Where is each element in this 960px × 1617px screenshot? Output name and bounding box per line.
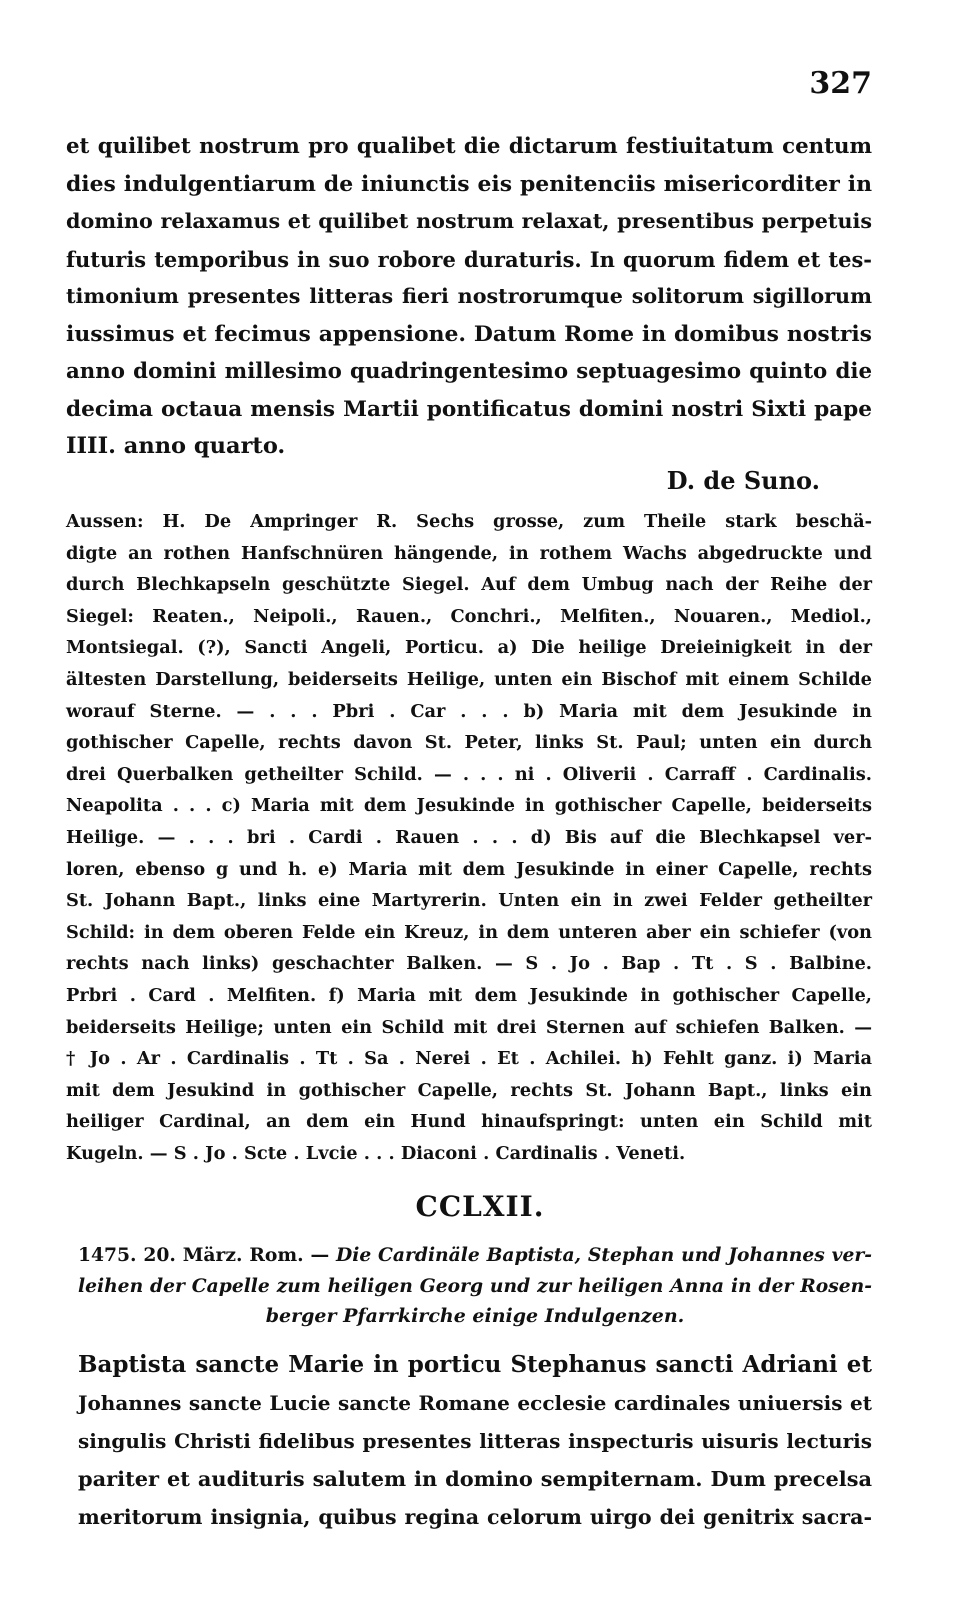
text-line: meritorum insignia, quibus regina celorum uirgo dei genitrix sacra- (78, 1505, 872, 1529)
regest-summary-1: Die Cardinäle Baptista, Stephan und Johannes ver- (336, 1244, 872, 1266)
text-line: iussimus et fecimus appensione. Datum Rome in domibus nostris (66, 320, 872, 347)
regest (78, 1240, 872, 1332)
note-line: durch Blechkapseln geschützte Siegel. Auf dem Umbug nach der Reihe der (66, 574, 872, 596)
note-line: Schild: in dem oberen Felde ein Kreuz, in dem unteren aber ein schiefer (von (66, 921, 872, 943)
note-line: beiderseits Heilige; unten ein Schild mit drei Sternen auf schiefen Balken. — (66, 1016, 872, 1038)
regest-line (78, 1301, 872, 1332)
text-line: futuris temporibus in suo robore duraturis. In quorum fidem et tes- (66, 246, 872, 272)
note-line: Heilige. — . . . bri . Cardi . Rauen . . . d) Bis auf die Blechkapsel ver- (66, 826, 872, 848)
note-line: worauf Sterne. — . . . Pbri . Car . . . b) Maria mit dem Jesukinde in (66, 700, 872, 722)
note-line: Siegel: Reaten., Neipoli., Rauen., Conchri., Melfiten., Nouaren., Mediol., (66, 605, 872, 627)
text-line: anno domini millesimo quadringentesimo septuagesimo quinto die (66, 359, 872, 384)
note-line: loren, ebenso g und h. e) Maria mit dem Jesukinde in einer Capelle, rechts (66, 858, 872, 880)
text-line: dies indulgentiarum de iniunctis eis penitenciis misericorditer in (66, 170, 872, 197)
signature: D. de Suno. (666, 466, 820, 495)
note-line: ältesten Darstellung, beiderseits Heilige, unten ein Bischof mit einem Schilde (66, 668, 872, 690)
note-line: mit dem Jesukind in gothischer Capelle, rechts St. Johann Bapt., links ein (66, 1079, 872, 1101)
note-line: Kugeln. — S . Jo . Scte . Lvcie . . . Diaconi . Cardinalis . Veneti. (66, 1142, 686, 1164)
text-line: pariter et audituris salutem in domino sempiternam. Dum precelsa (78, 1466, 872, 1491)
latin-paragraph-1 (66, 128, 872, 466)
text-line: IIII. anno quarto. (66, 433, 286, 459)
page-number: 327 (809, 66, 872, 101)
footnote-description (66, 506, 872, 1169)
latin-paragraph-2 (78, 1346, 872, 1536)
section-heading: CCLXII. (415, 1190, 545, 1223)
note-line: gothischer Capelle, rechts davon St. Peter, links St. Paul; unten ein durch (66, 732, 872, 754)
note-line: Montsiegal. (?), Sancti Angeli, Porticu. a) Die heilige Dreieinigkeit in der (66, 637, 872, 659)
note-line: heiliger Cardinal, an dem ein Hund hinaufspringt: unten ein Schild mit (66, 1111, 872, 1133)
regest-date-place: 1475. 20. März. Rom. — (78, 1244, 330, 1266)
text-line: Johannes sancte Lucie sancte Romane ecclesie cardinales uniuersis et (78, 1391, 872, 1415)
regest-line (78, 1240, 872, 1271)
note-line: Neapolita . . . c) Maria mit dem Jesukinde in gothischer Capelle, beiderseits (66, 795, 872, 817)
text-line: singulis Christi fidelibus presentes litteras inspecturis uisuris lecturis (78, 1429, 872, 1453)
note-line: digte an rothen Hanfschnüren hängende, in rothem Wachs abgedruckte und (66, 542, 872, 564)
note-line: St. Johann Bapt., links eine Martyrerin. Unten ein in zwei Felder getheilter (66, 890, 872, 912)
regest-summary-3: berger Pfarrkirche einige Indulgenzen. (265, 1305, 685, 1327)
regest-line (78, 1271, 872, 1302)
text-line: Baptista sancte Marie in porticu Stephanus sancti Adriani et (78, 1351, 872, 1378)
note-line: Prbri . Card . Melfiten. f) Maria mit dem Jesukinde in gothischer Capelle, (66, 984, 872, 1006)
text-line: timonium presentes litteras fieri nostrorumque solitorum sigillorum (66, 284, 872, 308)
text-line: decima octaua mensis Martii pontificatus domini nostri Sixti pape (66, 396, 872, 422)
note-line: rechts nach links) geschachter Balken. — S . Jo . Bap . Tt . S . Balbine. (66, 953, 872, 975)
note-line: drei Querbalken getheilter Schild. — . . . ni . Oliverii . Carraff . Cardinalis. (66, 763, 872, 785)
text-line: domino relaxamus et quilibet nostrum relaxat, presentibus perpetuis (66, 209, 872, 233)
note-line: Aussen: H. De Ampringer R. Sechs grosse, zum Theile stark beschä- (66, 511, 872, 532)
note-line: † Jo . Ar . Cardinalis . Tt . Sa . Nerei . Et . Achilei. h) Fehlt ganz. i) Maria (66, 1048, 872, 1070)
text-line: et quilibet nostrum pro qualibet die dictarum festiuitatum centum (66, 134, 872, 159)
regest-summary-2: leihen der Capelle zum heiligen Georg und zur heiligen Anna in der Rosen- (78, 1274, 872, 1297)
